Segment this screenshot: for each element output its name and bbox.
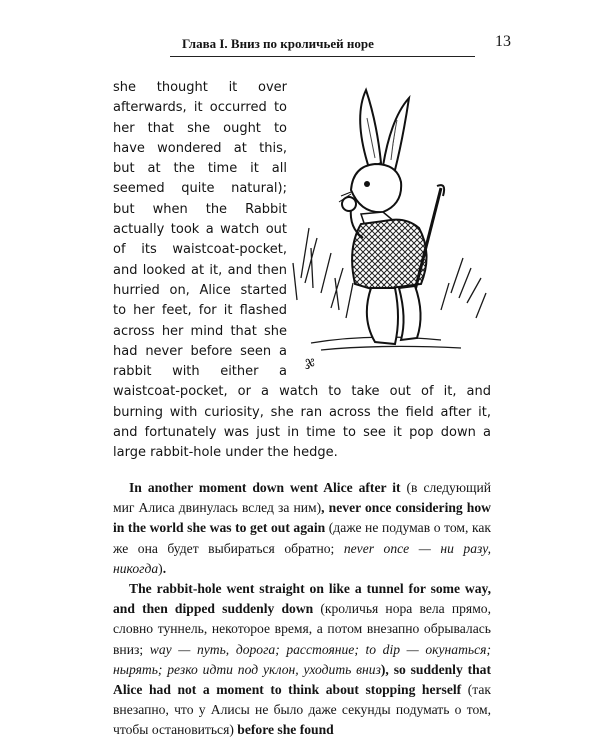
rabbit-drawing: [291, 78, 491, 378]
bilingual-paragraph-2: [113, 579, 491, 741]
russian-translation: (кроличья нора вела прямо, словно туннель, некоторое время, а потом внезапно обрывалась вниз;: [113, 601, 491, 657]
bilingual-paragraph-1: [113, 478, 491, 579]
punctuation: ),: [380, 661, 389, 677]
english-phrase: before she found: [237, 722, 334, 738]
russian-translation: (в следующий миг Алиса двинулась вслед за ним): [113, 480, 491, 516]
russian-translation: (даже не подумав о том, как же она будет выбираться обратно;: [113, 520, 491, 556]
vocabulary-gloss: way — путь, дорога; расстояние; to dip — окунаться; нырять; резко идти под уклон, уходить вниз: [113, 641, 491, 677]
russian-translation: (так внезапно, что у Алисы не было даже секунды подумать о том, чтобы остановиться): [113, 682, 491, 738]
punctuation: .: [162, 560, 167, 576]
white-rabbit-illustration: [291, 78, 491, 378]
running-header: [170, 32, 511, 57]
page-number: 13: [495, 33, 511, 50]
svg-text:ჯ: ჯ: [305, 354, 315, 370]
english-phrase: The rabbit-hole went straight on like a tunnel for some way, and then dipped suddenly down: [113, 581, 491, 617]
english-phrase: never once considering how in the world she was to get out again: [113, 500, 491, 536]
english-phrase: In another moment down went Alice after it: [129, 480, 401, 495]
english-paragraph: she thought it over afterwards, it occurred to her that she ought to have wondered at this, but at the time it all seemed quite natural); but when the Rabbit actually took a watch out of its waistcoat-pocket, and looked at it, and then hurried on, Alice started to her feet, for it flashed across her mind that she had never before seen a rabbit with either a waistcoat-pocket, or a watch to take out of it, and burning with curiosity, she ran across the field after it, and fortunately was just in time to see it pop down a large rabbit-hole under the hedge.: [113, 80, 491, 461]
vocabulary-gloss: never once — ни разу, никогда: [113, 540, 491, 576]
bilingual-text-block: [113, 478, 491, 741]
punctuation: ): [158, 560, 163, 576]
english-text-block: [113, 78, 491, 464]
punctuation: ,: [321, 500, 325, 516]
chapter-title: Глава I. Вниз по кроличьей норе: [182, 36, 374, 51]
english-phrase: so suddenly that Alice had not a moment to think about stopping herself: [113, 661, 491, 698]
